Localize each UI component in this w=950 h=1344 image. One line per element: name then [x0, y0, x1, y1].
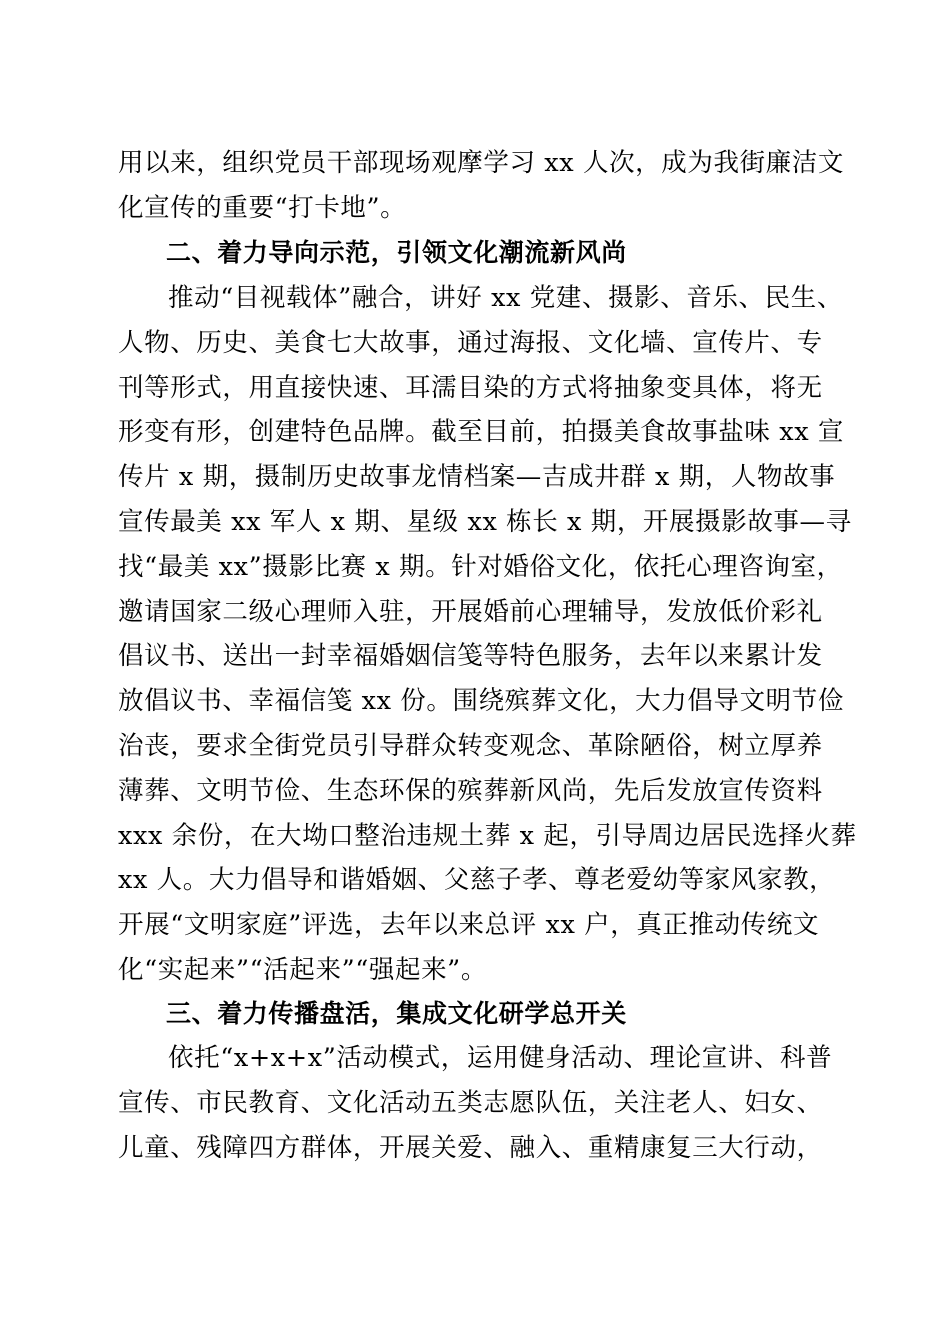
paragraph-continued [118, 141, 844, 231]
paragraph-line: 薄葬、文明节俭、生态环保的殡葬新风尚，先后发放宣传资料 [118, 775, 823, 806]
paragraph-line: 化宣传的重要“打卡地”。 [118, 192, 407, 223]
paragraph-line: 开展“文明家庭”评选，去年以来总评 xx 户，真正推动传统文 [118, 910, 820, 941]
paragraph-line: 人物、历史、美食七大故事，通过海报、文化墙、宣传片、专 [118, 327, 823, 358]
paragraph-line: 儿童、残障四方群体，开展关爱、融入、重精康复三大行动， [118, 1132, 823, 1163]
paragraph-line: 宣传、市民教育、文化活动五类志愿队伍，关注老人、妇女、 [118, 1087, 823, 1118]
paragraph-line: 宣传最美 xx 军人 x 期、星级 xx 栋长 x 期，开展摄影故事—寻 [118, 506, 852, 537]
paragraph-line: 用以来，组织党员干部现场观摩学习 xx 人次，成为我街廉洁文 [118, 148, 844, 178]
paragraph-line: 刊等形式，用直接快速、耳濡目染的方式将抽象变具体，将无 [118, 372, 823, 403]
paragraph-line: 放倡议书、幸福信笺 xx 份。围绕殡葬文化，大力倡导文明节俭 [118, 686, 844, 717]
paragraph-line: 推动“目视载体”融合，讲好 xx 党建、摄影、音乐、民生、 [168, 283, 843, 313]
paragraph-line: 传片 x 期，摄制历史故事龙情档案—吉成井群 x 期，人物故事 [118, 462, 836, 493]
paragraph-line: 找“最美 xx”摄影比赛 x 期。针对婚俗文化，依托心理咨询室， [118, 551, 843, 582]
paragraph-line: 治丧，要求全街党员引导群众转变观念、革除陋俗，树立厚养 [118, 730, 823, 761]
paragraph-line: xx 人。大力倡导和谐婚姻、父慈子孝、尊老爱幼等家风家教， [118, 865, 836, 896]
paragraph-line: xxx 余份，在大坳口整治违规土葬 x 起，引导周边居民选择火葬 [118, 820, 857, 851]
paragraph-line: 依托“x+x+x”活动模式，运用健身活动、理论宣讲、科普 [168, 1043, 833, 1073]
paragraph-line: 化“实起来”“活起来”“强起来”。 [118, 954, 487, 985]
paragraph-line: 形变有形，创建特色品牌。截至目前，拍摄美食故事盐味 xx 宣 [118, 417, 844, 448]
paragraph-line: 邀请国家二级心理师入驻，开展婚前心理辅导，发放低价彩礼 [118, 596, 823, 627]
section-heading-2: 二、着力导向示范，引领文化潮流新风尚 [166, 238, 627, 267]
paragraph-section-3 [118, 1036, 834, 1170]
paragraph-section-2 [118, 276, 857, 993]
paragraph-line: 倡议书、送出一封幸福婚姻信笺等特色服务，去年以来累计发 [118, 641, 823, 672]
section-heading-3: 三、着力传播盘活，集成文化研学总开关 [166, 999, 627, 1028]
